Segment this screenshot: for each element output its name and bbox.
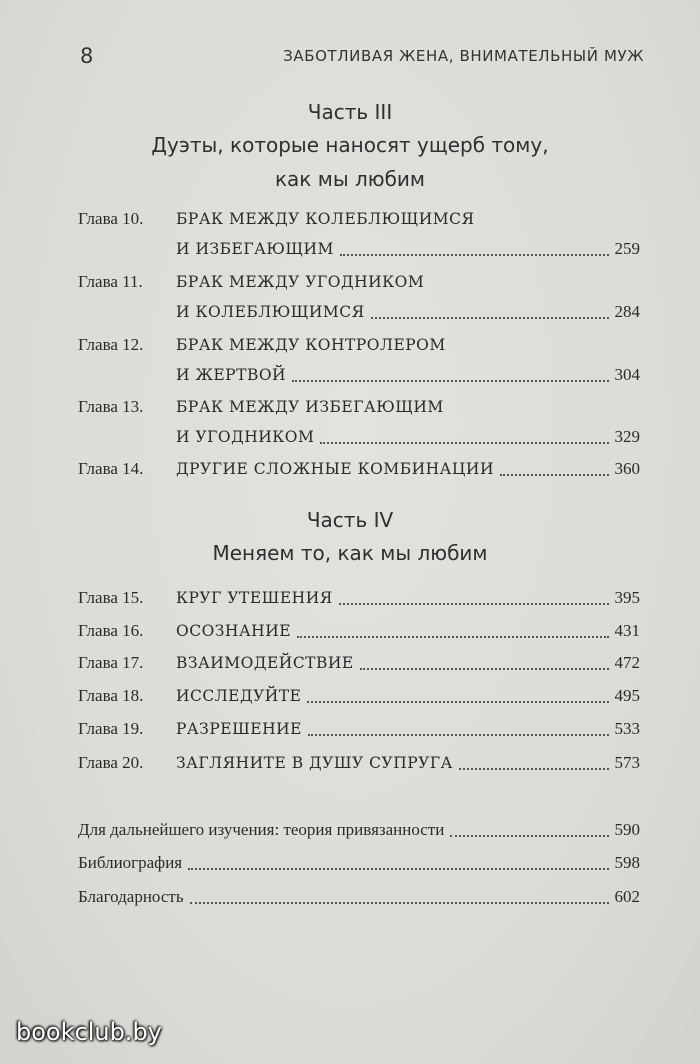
chapter-number: Глава 18. [78, 686, 144, 705]
running-title: ЗАБОТЛИВАЯ ЖЕНА, ВНИМАТЕЛЬНЫЙ МУЖ [283, 47, 644, 65]
chapter-title: БРАК МЕЖДУ ИЗБЕГАЮЩИМ [176, 398, 444, 416]
chapter-number: Глава 16. [78, 621, 144, 640]
toc-entry [78, 268, 640, 296]
dot-leader [450, 835, 608, 837]
chapter-number: Глава 19. [78, 719, 144, 738]
toc-entry [78, 715, 640, 743]
page-ref: 495 [614, 686, 640, 705]
page-ref: 395 [614, 588, 640, 607]
dot-leader [371, 317, 609, 319]
page-ref: 360 [614, 459, 640, 478]
page-ref: 284 [614, 302, 640, 321]
page-ref: 472 [614, 653, 640, 672]
page-ref: 602 [614, 887, 640, 906]
dot-leader [190, 902, 609, 904]
page-ref: 573 [614, 753, 640, 772]
part-3-heading [60, 100, 640, 196]
back-matter-entry [78, 849, 640, 877]
toc-entry-cont [78, 423, 640, 451]
chapter-number: Глава 10. [78, 209, 144, 228]
chapter-title: ОСОЗНАНИЕ [176, 622, 292, 640]
page-ref: 431 [614, 621, 640, 640]
chapter-number: Глава 17. [78, 653, 144, 672]
chapter-title: ДРУГИЕ СЛОЖНЫЕ КОМБИНАЦИИ [176, 460, 494, 478]
chapter-number: Глава 20. [78, 753, 144, 772]
back-matter-entry [78, 816, 640, 844]
dot-leader [320, 442, 608, 444]
chapter-title-cont: И УГОДНИКОМ [176, 428, 315, 446]
toc-entry [78, 682, 640, 710]
toc-entry [78, 393, 640, 421]
page-ref: 329 [614, 427, 640, 446]
toc-entry [78, 749, 640, 777]
chapter-title: ИССЛЕДУЙТЕ [176, 687, 302, 705]
part-title-line: как мы любим [274, 167, 426, 191]
page-ref: 590 [614, 820, 640, 839]
dot-leader [500, 474, 609, 476]
part-label: Часть III [307, 100, 393, 124]
toc-entry [78, 617, 640, 645]
dot-leader [292, 380, 608, 382]
toc-entry-cont [78, 235, 640, 263]
chapter-number: Глава 13. [78, 397, 144, 416]
chapter-number: Глава 11. [78, 272, 143, 291]
chapter-number: Глава 14. [78, 459, 144, 478]
part-label: Часть IV [306, 508, 394, 532]
chapter-title-cont: И ИЗБЕГАЮЩИМ [176, 240, 334, 258]
dot-leader [459, 768, 609, 770]
chapter-title-cont: И ЖЕРТВОЙ [176, 366, 287, 384]
toc-entry [78, 649, 640, 677]
dot-leader [360, 668, 609, 670]
chapter-title: БРАК МЕЖДУ УГОДНИКОМ [176, 273, 425, 291]
dot-leader [308, 734, 609, 736]
chapter-title: РАЗРЕШЕНИЕ [176, 720, 302, 738]
site-watermark: bookclub.by [16, 1018, 162, 1046]
toc-entry [78, 205, 640, 233]
page-header [80, 44, 644, 74]
part-title-line: Меняем то, как мы любим [212, 541, 488, 565]
dot-leader [188, 868, 608, 870]
toc-entry [78, 455, 640, 483]
chapter-number: Глава 15. [78, 588, 144, 607]
page-number: 8 [80, 44, 94, 68]
toc-entry [78, 331, 640, 359]
part-title-line: Дуэты, которые наносят ущерб тому, [151, 133, 549, 157]
chapter-title: БРАК МЕЖДУ КОЛЕБЛЮЩИМСЯ [176, 210, 475, 228]
back-matter-label: Библиография [78, 853, 183, 872]
page-ref: 533 [614, 719, 640, 738]
dot-leader [297, 636, 608, 638]
part-4-heading [60, 508, 640, 570]
toc-entry-cont [78, 298, 640, 326]
back-matter-label: Для дальнейшего изучения: теория привязанности [78, 820, 445, 839]
page-ref: 598 [614, 853, 640, 872]
chapter-number: Глава 12. [78, 335, 144, 354]
chapter-title: БРАК МЕЖДУ КОНТРОЛЕРОМ [176, 336, 446, 354]
back-matter-label: Благодарность [78, 887, 184, 906]
chapter-title-cont: И КОЛЕБЛЮЩИМСЯ [176, 303, 365, 321]
toc-entry-cont [78, 361, 640, 389]
dot-leader [339, 603, 609, 605]
back-matter-entry [78, 883, 640, 911]
dot-leader [307, 701, 608, 703]
chapter-title: КРУГ УТЕШЕНИЯ [176, 589, 333, 607]
chapter-title: ЗАГЛЯНИТЕ В ДУШУ СУПРУГА [176, 754, 453, 772]
chapter-title: ВЗАИМОДЕЙСТВИЕ [176, 654, 354, 672]
dot-leader [340, 254, 609, 256]
page-ref: 304 [614, 365, 640, 384]
toc-entry [78, 584, 640, 612]
page-ref: 259 [614, 239, 640, 258]
